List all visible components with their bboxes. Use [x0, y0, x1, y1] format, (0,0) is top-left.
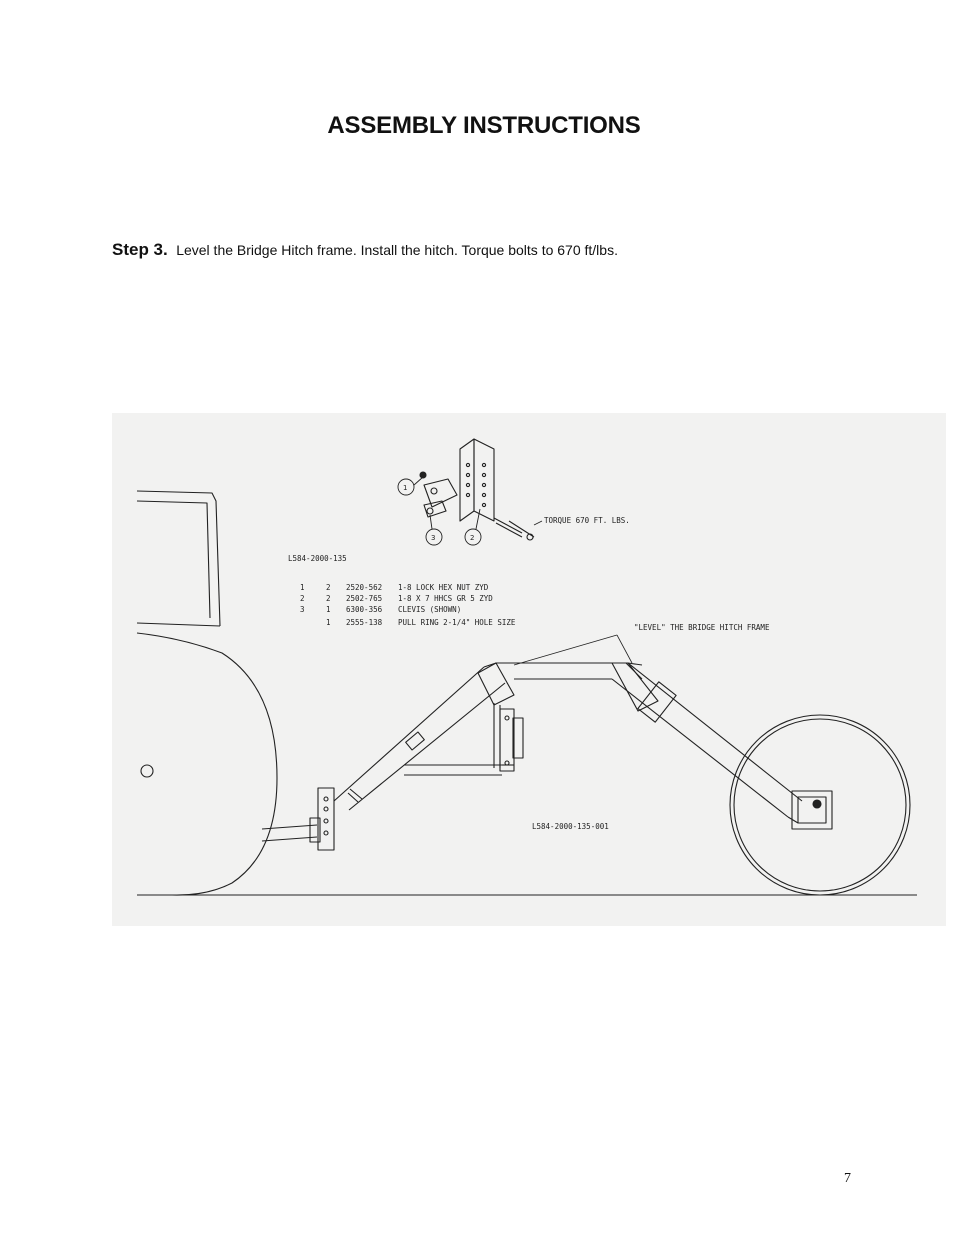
svg-text:CLEVIS (SHOWN): CLEVIS (SHOWN) [398, 605, 462, 614]
parts-list [300, 583, 516, 627]
page-title: ASSEMBLY INSTRUCTIONS [327, 112, 641, 139]
balloon-2-label: 2 [470, 534, 475, 542]
svg-text:1: 1 [326, 618, 331, 627]
svg-text:1: 1 [300, 583, 305, 592]
svg-text:2520-562: 2520-562 [346, 583, 383, 592]
torque-note: TORQUE 670 FT. LBS. [544, 516, 630, 525]
level-note: "LEVEL" THE BRIDGE HITCH FRAME [634, 623, 770, 632]
bridge-hitch-drawing [112, 413, 946, 926]
step-label: Step 3. [112, 240, 168, 259]
balloon-3-label: 3 [431, 534, 436, 542]
frame-left-leg [334, 667, 505, 810]
frame-brace [404, 703, 502, 775]
svg-text:1-8 X 7 HHCS GR 5 ZYD: 1-8 X 7 HHCS GR 5 ZYD [398, 594, 493, 603]
tractor-cab [137, 491, 220, 626]
assembly-part-number: L584-2000-135 [288, 554, 347, 563]
svg-text:3: 3 [300, 605, 305, 614]
svg-text:2: 2 [300, 594, 305, 603]
svg-text:2502-765: 2502-765 [346, 594, 383, 603]
center-mount-plate [500, 709, 523, 771]
parts-row [300, 583, 489, 592]
gauge-wheel-hub [788, 791, 832, 829]
svg-text:PULL RING 2-1/4" HOLE SIZE: PULL RING 2-1/4" HOLE SIZE [398, 618, 516, 627]
balloon-1-label: 1 [403, 484, 408, 492]
parts-row [326, 618, 516, 627]
drawing-canvas [112, 413, 946, 926]
frame-left-joint [478, 663, 514, 705]
frame-right-leg [612, 663, 802, 817]
svg-text:2555-138: 2555-138 [346, 618, 383, 627]
svg-text:2: 2 [326, 583, 331, 592]
svg-text:6300-356: 6300-356 [346, 605, 383, 614]
tractor-rear-tire [137, 633, 277, 895]
front-hitch-plate [310, 788, 334, 850]
svg-text:2: 2 [326, 594, 331, 603]
page-number: 7 [844, 1171, 851, 1186]
frame-top-beam [496, 663, 626, 679]
parts-row [300, 594, 493, 603]
step-text: Level the Bridge Hitch frame. Install the hitch. Torque bolts to 670 ft/lbs. [176, 242, 618, 258]
frame-right-joint [612, 663, 658, 711]
parts-row [300, 605, 461, 614]
level-leader-lines [514, 635, 632, 665]
drawing-number: L584-2000-135-001 [532, 822, 609, 831]
svg-text:1-8 LOCK HEX NUT ZYD: 1-8 LOCK HEX NUT ZYD [398, 583, 489, 592]
step-instruction [112, 240, 618, 260]
svg-text:1: 1 [326, 605, 331, 614]
